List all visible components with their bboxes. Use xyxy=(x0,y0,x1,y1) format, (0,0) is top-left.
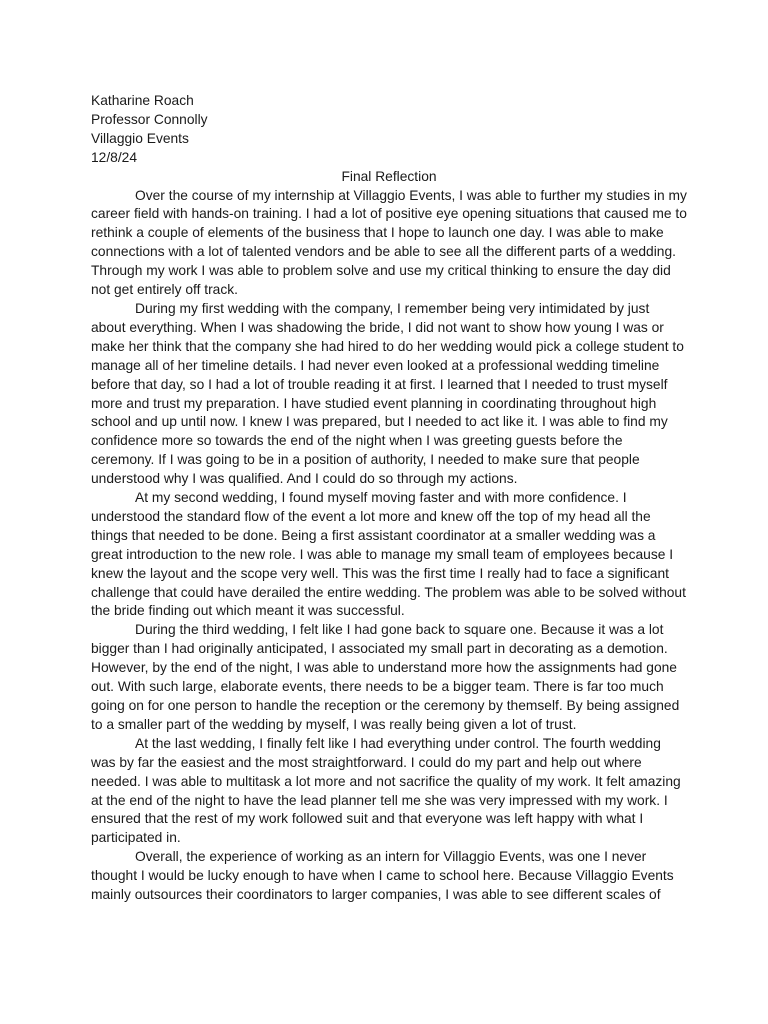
paragraph: Overall, the experience of working as an intern for Villaggio Events, was one I never thought I would be lucky enough to have when I came to school here. Because Villaggio Events mainly outsources their coordinators to larger companies, I was able to see different scales of xyxy=(91,849,674,903)
professor-name: Professor Connolly xyxy=(91,111,208,127)
paragraph: Over the course of my internship at Villaggio Events, I was able to further my studies in my career field with hands-on training. I had a lot of positive eye opening situations that caused me to rethink a couple of elements of the business that I hope to launch one day. I was able to make connections with a lot of talented vendors and be able to see all the different parts of a wedding. Through my work I was able to problem solve and use my critical thinking to ensure the day did not get entirely off track. xyxy=(91,187,687,298)
course-organization: Villaggio Events xyxy=(91,130,189,146)
paragraph: During my first wedding with the company, I remember being very intimidated by just about everything. When I was shadowing the bride, I did not want to show how young I was or make her think that the company she had hired to do her wedding would pick a college student to manage all of her timeline details. I had never even looked at a professional wedding timeline before that day, so I had a lot of trouble reading it at first. I learned that I needed to trust myself more and trust my preparation. I have studied event planning in coordinating throughout high school and up until now. I knew I was prepared, but I needed to act like it. I was able to find my confidence more so towards the end of the night when I was greeting guests before the ceremony. If I was going to be in a position of authority, I needed to make sure that people understood why I was qualified. And I could do so through my actions. xyxy=(91,300,684,487)
paragraph: During the third wedding, I felt like I had gone back to square one. Because it was a lot bigger than I had originally anticipated, I associated my small part in decorating as a demotion. However, by the end of the night, I was able to understand more how the assignments had gone out. With such large, elaborate events, there needs to be a bigger team. There is far too much going on for one person to handle the reception or the ceremony by themself. By being assigned to a smaller part of the wedding by myself, I was really being given a lot of trust. xyxy=(91,622,680,732)
document-body xyxy=(91,92,687,905)
paragraph: At the last wedding, I finally felt like I had everything under control. The fourth wedding was by far the easiest and the most straightforward. I could do my part and help out where needed. I was able to multitask a lot more and not sacrifice the quality of my work. It felt amazing at the end of the night to have the lead planner tell me she was very impressed with my work. I ensured that the rest of my work followed suit and that everyone was left happy with what I participated in. xyxy=(91,735,681,846)
student-name: Katharine Roach xyxy=(91,93,194,108)
document-date: 12/8/24 xyxy=(91,149,138,165)
document-title: Final Reflection xyxy=(341,168,437,184)
paragraph: At my second wedding, I found myself moving faster and with more confidence. I understood the standard flow of the event a lot more and knew off the top of my head all the things that needed to be done. Being a first assistant coordinator at a smaller wedding was a great introduction to the new role. I was able to manage my small team of employees because I knew the layout and the scope very well. This was the first time I really had to face a significant challenge that could have derailed the entire wedding. The problem was able to be solved without the bride finding out which meant it was successful. xyxy=(91,490,686,619)
